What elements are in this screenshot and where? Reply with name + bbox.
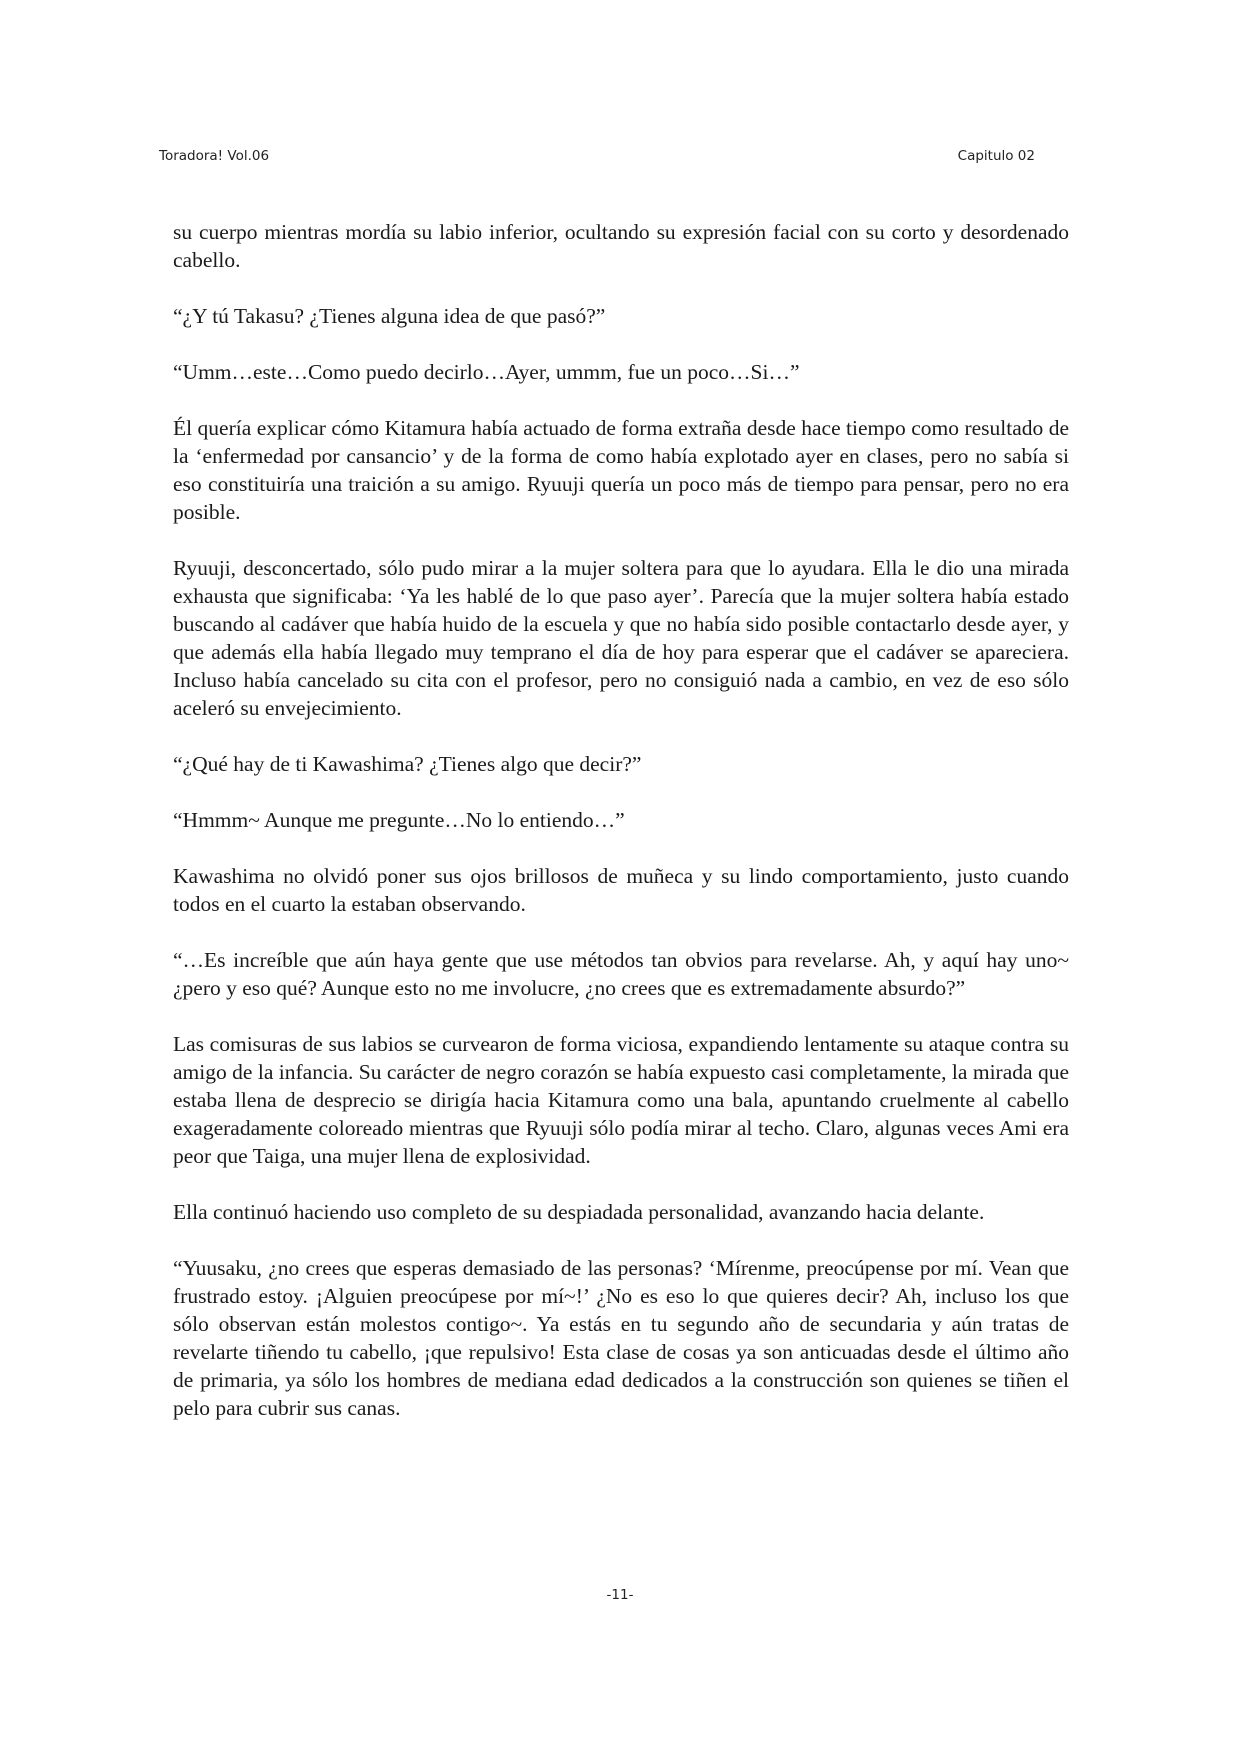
paragraph: “¿Y tú Takasu? ¿Tienes alguna idea de que pasó?”	[173, 304, 606, 328]
paragraph: “Yuusaku, ¿no crees que esperas demasiado de las personas? ‘Mírenme, preocúpense por mí. Vean que frustrado estoy. ¡Alguien preocúpese por mí~!’ ¿No es eso lo que quieres decir? Ah, incluso los que sólo observan están molestos contigo~. Ya estás en tu segundo año de secundaria y aún tratas de revelarte tiñendo tu cabello, ¡que repulsivo! Esta clase de cosas ya son anticuadas desde el último año de primaria, ya sólo los hombres de mediana edad dedicados a la construcción son quienes se tiñen el pelo para cubrir sus canas.	[173, 1256, 1069, 1420]
body-text	[173, 218, 1069, 1450]
paragraph: Ryuuji, desconcertado, sólo pudo mirar a la mujer soltera para que lo ayudara. Ella le dio una mirada exhausta que significaba: ‘Ya les hablé de lo que paso ayer’. Parecía que la mujer soltera había estado buscando al cadáver que había huido de la escuela y que no había sido posible contactarlo desde ayer, y que además ella había llegado muy temprano el día de hoy para esperar que el cadáver se apareciera. Incluso había cancelado su cita con el profesor, pero no consiguió nada a cambio, en vez de eso sólo aceleró su envejecimiento.	[173, 556, 1069, 720]
paragraph: Las comisuras de sus labios se curvearon de forma viciosa, expandiendo lentamente su ataque contra su amigo de la infancia. Su carácter de negro corazón se había expuesto casi completamente, la mirada que estaba llena de desprecio se dirigía hacia Kitamura como una bala, apuntando cruelmente al cabello exageradamente coloreado mientras que Ryuuji sólo podía mirar al techo. Claro, algunas veces Ami era peor que Taiga, una mujer llena de explosividad.	[173, 1032, 1069, 1168]
page-number: -11-	[606, 1587, 634, 1603]
page-header	[159, 148, 1035, 168]
paragraph: “Hmmm~ Aunque me pregunte…No lo entiendo…”	[173, 808, 625, 832]
paragraph: su cuerpo mientras mordía su labio inferior, ocultando su expresión facial con su corto y desordenado cabello.	[173, 220, 1069, 272]
paragraph: “Umm…este…Como puedo decirlo…Ayer, ummm, fue un poco…Si…”	[173, 360, 800, 384]
chapter-label: Capitulo 02	[957, 148, 1035, 164]
book-title: Toradora! Vol.06	[159, 148, 270, 164]
paragraph: “¿Qué hay de ti Kawashima? ¿Tienes algo que decir?”	[173, 752, 642, 776]
paragraph: Ella continuó haciendo uso completo de su despiadada personalidad, avanzando hacia delante.	[173, 1200, 985, 1224]
paragraph: Kawashima no olvidó poner sus ojos brillosos de muñeca y su lindo comportamiento, justo cuando todos en el cuarto la estaban observando.	[173, 864, 1069, 916]
paragraph: “…Es increíble que aún haya gente que use métodos tan obvios para revelarse. Ah, y aquí hay uno~ ¿pero y eso qué? Aunque esto no me involucre, ¿no crees que es extremadamente absurdo?”	[173, 948, 1069, 1000]
paragraph: Él quería explicar cómo Kitamura había actuado de forma extraña desde hace tiempo como resultado de la ‘enfermedad por cansancio’ y de la forma de como había explotado ayer en clases, pero no sabía si eso constituiría una traición a su amigo. Ryuuji quería un poco más de tiempo para pensar, pero no era posible.	[173, 416, 1069, 524]
